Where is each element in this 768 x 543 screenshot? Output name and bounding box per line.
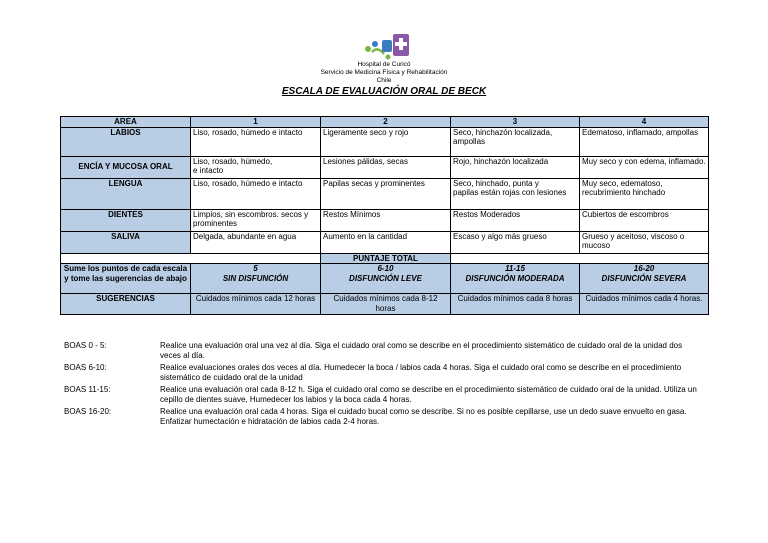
institution-name: Hospital de Curicó [357,61,411,68]
total-label: PUNTAJE TOTAL [321,253,451,264]
institution-country: Chile [376,77,392,84]
boas-text: Realice una evaluación oral cada 4 horas. Siga el cuidado bucal como se describe. Si no es posible cepillarse, use un dedo suave envuelto en gasa. Enfatizar humectación e hidratación de labios cada 2-4 horas. [160,407,687,426]
score-range: 5 [253,264,258,273]
boas-item [64,385,704,404]
score-range: 11-15 [505,264,525,273]
area-label: ENCÍA Y MUCOSA ORAL [61,156,191,178]
table-cell: Lesiones pálidas, secas [321,156,451,178]
institution-service: Servicio de Medicina Física y Rehabilitación [320,69,448,76]
table-cell: Rojo, hinchazón localizada [451,156,580,178]
score-label: SIN DISFUNCIÓN [222,274,289,283]
boas-label: BOAS 16-20: [64,407,112,416]
table-row [61,156,709,178]
suggestions-row [61,294,709,315]
total-row [61,253,709,264]
table-cell: Delgada, abundante en agua [191,231,321,253]
suggestions-label: SUGERENCIAS [61,294,191,315]
boas-label: BOAS 11-15: [64,385,111,394]
table-cell: Grueso y aceitoso, viscoso o mucoso [580,231,709,253]
page-title: ESCALA DE EVALUACIÓN ORAL DE BECK [281,86,487,97]
table-cell: Edematoso, inflamado, ampollas [580,127,709,156]
table-cell: Liso, rosado, húmedo, e intacto [191,156,321,178]
sum-instructions: Sume los puntos de cada escala y tome las sugerencias de abajo [61,264,191,294]
hospital-logo-icon [360,32,412,62]
boas-text: Realice una evaluación oral una vez al día. Siga el cuidado oral como se describe en el procedimiento sistemático de cuidado oral de la unidad dos veces al día. [160,341,683,360]
boas-label: BOAS 6-10: [64,363,107,372]
table-cell: Liso, rosado, húmedo e intacto [191,178,321,209]
score-row [61,264,709,294]
score-cell [580,264,709,294]
table-cell: Cubiertos de escombros [580,209,709,231]
table-header-row [61,117,709,128]
table-cell: Escaso y algo más grueso [451,231,580,253]
score-label: DISFUNCIÓN MODERADA [465,274,565,283]
area-label: SALIVA [61,231,191,253]
suggestion-cell: Cuidados mínimos cada 12 horas [191,294,321,315]
score-cell [451,264,580,294]
table-cell: Seco, hinchazón localizada, ampollas [451,127,580,156]
column-header: 1 [191,117,321,128]
column-header: AREA [61,117,191,128]
boas-item [64,363,704,382]
suggestion-cell: Cuidados mínimos cada 4 horas. [580,294,709,315]
beck-scale-table [60,116,709,315]
area-label: LENGUA [61,178,191,209]
boas-guidelines [64,341,704,429]
table-cell: Restos Moderados [451,209,580,231]
table-cell: Ligeramente seco y rojo [321,127,451,156]
boas-item [64,341,704,360]
table-cell: Limpios, sin escombros. secos y prominentes [191,209,321,231]
boas-label: BOAS 0 - 5: [64,341,107,350]
boas-text: Realice una evaluación oral cada 8-12 h. Siga el cuidado oral como se describe en el procedimiento sistemático de cuidado oral de la unidad. Utiliza un cepillo de dientes suave, Humedecer los labios y la boca cada 4 horas. [160,385,697,404]
area-label: LABIOS [61,127,191,156]
table-row [61,209,709,231]
table-cell: Restos Mínimos [321,209,451,231]
score-range: 6-10 [377,264,394,273]
column-header: 2 [321,117,451,128]
table-cell: Muy seco, edematoso, recubrimiento hinchado [580,178,709,209]
suggestion-cell: Cuidados mínimos cada 8-12 horas [321,294,451,315]
column-header: 4 [580,117,709,128]
score-cell [191,264,321,294]
boas-text: Realice evaluaciones orales dos veces al día. Humedecer la boca / labios cada 4 horas. Siga el cuidado oral como se describe en el procedimiento sistemático de cuidado oral de la unidad [160,363,682,382]
table-row [61,231,709,253]
table-row [61,127,709,156]
score-label: DISFUNCIÓN LEVE [349,274,422,283]
score-range: 16-20 [633,264,655,273]
score-label: DISFUNCIÓN SEVERA [601,274,687,283]
column-header: 3 [451,117,580,128]
suggestion-cell: Cuidados mínimos cada 8 horas [451,294,580,315]
area-label: DIENTES [61,209,191,231]
score-cell [321,264,451,294]
boas-item [64,407,704,426]
table-cell: Liso, rosado, húmedo e intacto [191,127,321,156]
table-row [61,178,709,209]
table-cell: Seco, hinchado, punta y papilas están rojas con lesiones [451,178,580,209]
table-cell: Aumento en la cantidad [321,231,451,253]
table-cell: Muy seco y con edema, inflamado. [580,156,709,178]
table-cell: Papilas secas y prominentes [321,178,451,209]
